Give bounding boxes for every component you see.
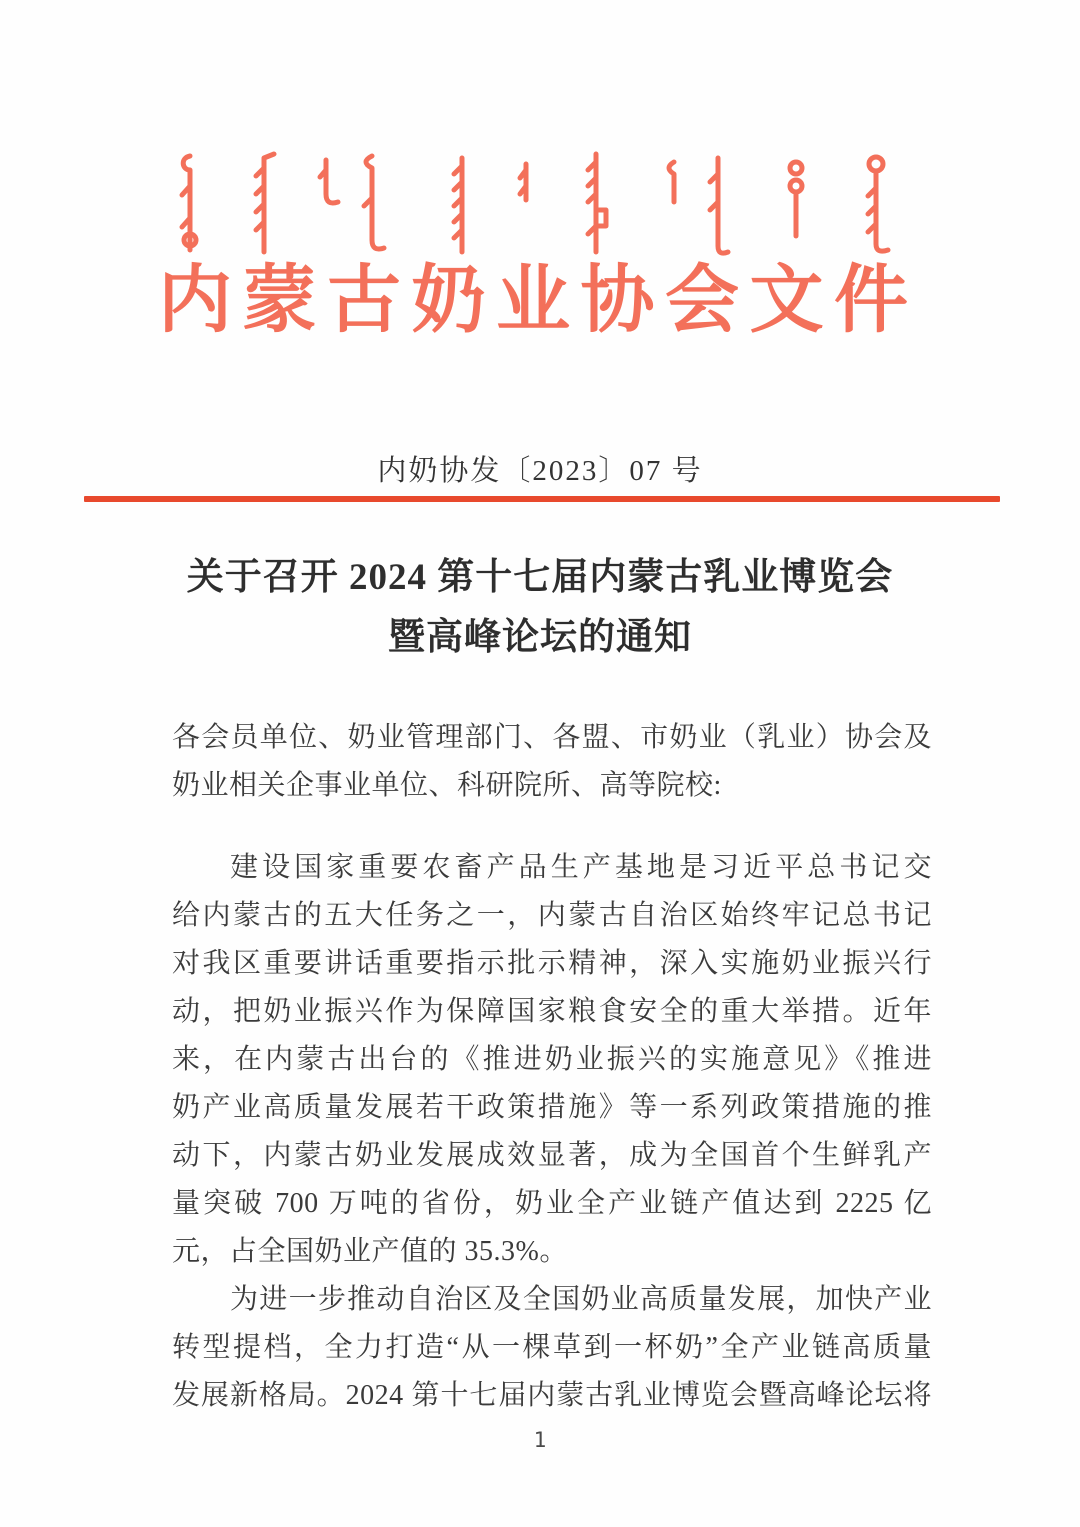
document-text-line: 对我区重要讲话重要指示批示精神，深入实施奶业振兴行: [172, 948, 932, 979]
org-title-char: 协: [580, 260, 655, 342]
org-title-char: 古: [327, 260, 401, 342]
document-text-line: 给内蒙古的五大任务之一，内蒙古自治区始终牢记总书记: [172, 900, 932, 931]
document-text-line: 建设国家重要农畜产品生产基地是习近平总书记交: [230, 852, 932, 883]
mongolian-script-icon: [168, 148, 912, 264]
document-text-line: 转型提档，全力打造“从一棵草到一杯奶”全产业链高质量: [172, 1332, 932, 1363]
doc-number: 内奶协发〔2023〕07 号: [377, 455, 703, 487]
org-title-char: 业: [496, 260, 570, 342]
red-divider-line: [84, 496, 1000, 502]
document-text-line: 奶产业高质量发展若干政策措施》等一系列政策措施的推: [172, 1092, 932, 1123]
org-title-char: 文: [749, 260, 824, 342]
document-text-line: 奶业相关企事业单位、科研院所、高等院校:: [172, 770, 722, 801]
notice-title-line1: 关于召开 2024 第十七届内蒙古乳业博览会: [186, 557, 894, 598]
paragraph: [172, 844, 932, 1276]
org-title-char: 奶: [411, 260, 486, 342]
document-text-line: 发展新格局。2024 第十七届内蒙古乳业博览会暨高峰论坛将: [172, 1380, 932, 1411]
document-text-line: 来，在内蒙古出台的《推进奶业振兴的实施意见》《推进: [172, 1044, 932, 1075]
org-title-char: 内: [158, 260, 232, 342]
document-body: [172, 844, 932, 1420]
org-title-char: 件: [834, 260, 908, 342]
paragraph: [172, 1276, 932, 1420]
page-number: 1: [533, 1428, 547, 1452]
document-text-line: 元，占全国奶业产值的 35.3%。: [172, 1236, 568, 1267]
addressee-block: [172, 714, 932, 810]
notice-title: [90, 548, 990, 668]
org-title-char: 蒙: [242, 260, 317, 342]
document-text-line: 量突破 700 万吨的省份，奶业全产业链产值达到 2225 亿: [172, 1188, 932, 1219]
notice-title-line2: 暨高峰论坛的通知: [388, 617, 692, 658]
document-text-line: 各会员单位、奶业管理部门、各盟、市奶业（乳业）协会及: [172, 722, 932, 753]
org-title: [158, 256, 908, 346]
document-text-line: 动，把奶业振兴作为保障国家粮食安全的重大举措。近年: [172, 996, 932, 1027]
org-title-char: 会: [665, 260, 739, 342]
document-text-line: 动下，内蒙古奶业发展成效显著，成为全国首个生鲜乳产: [172, 1140, 932, 1171]
document-text-line: 为进一步推动自治区及全国奶业高质量发展，加快产业: [230, 1284, 932, 1315]
